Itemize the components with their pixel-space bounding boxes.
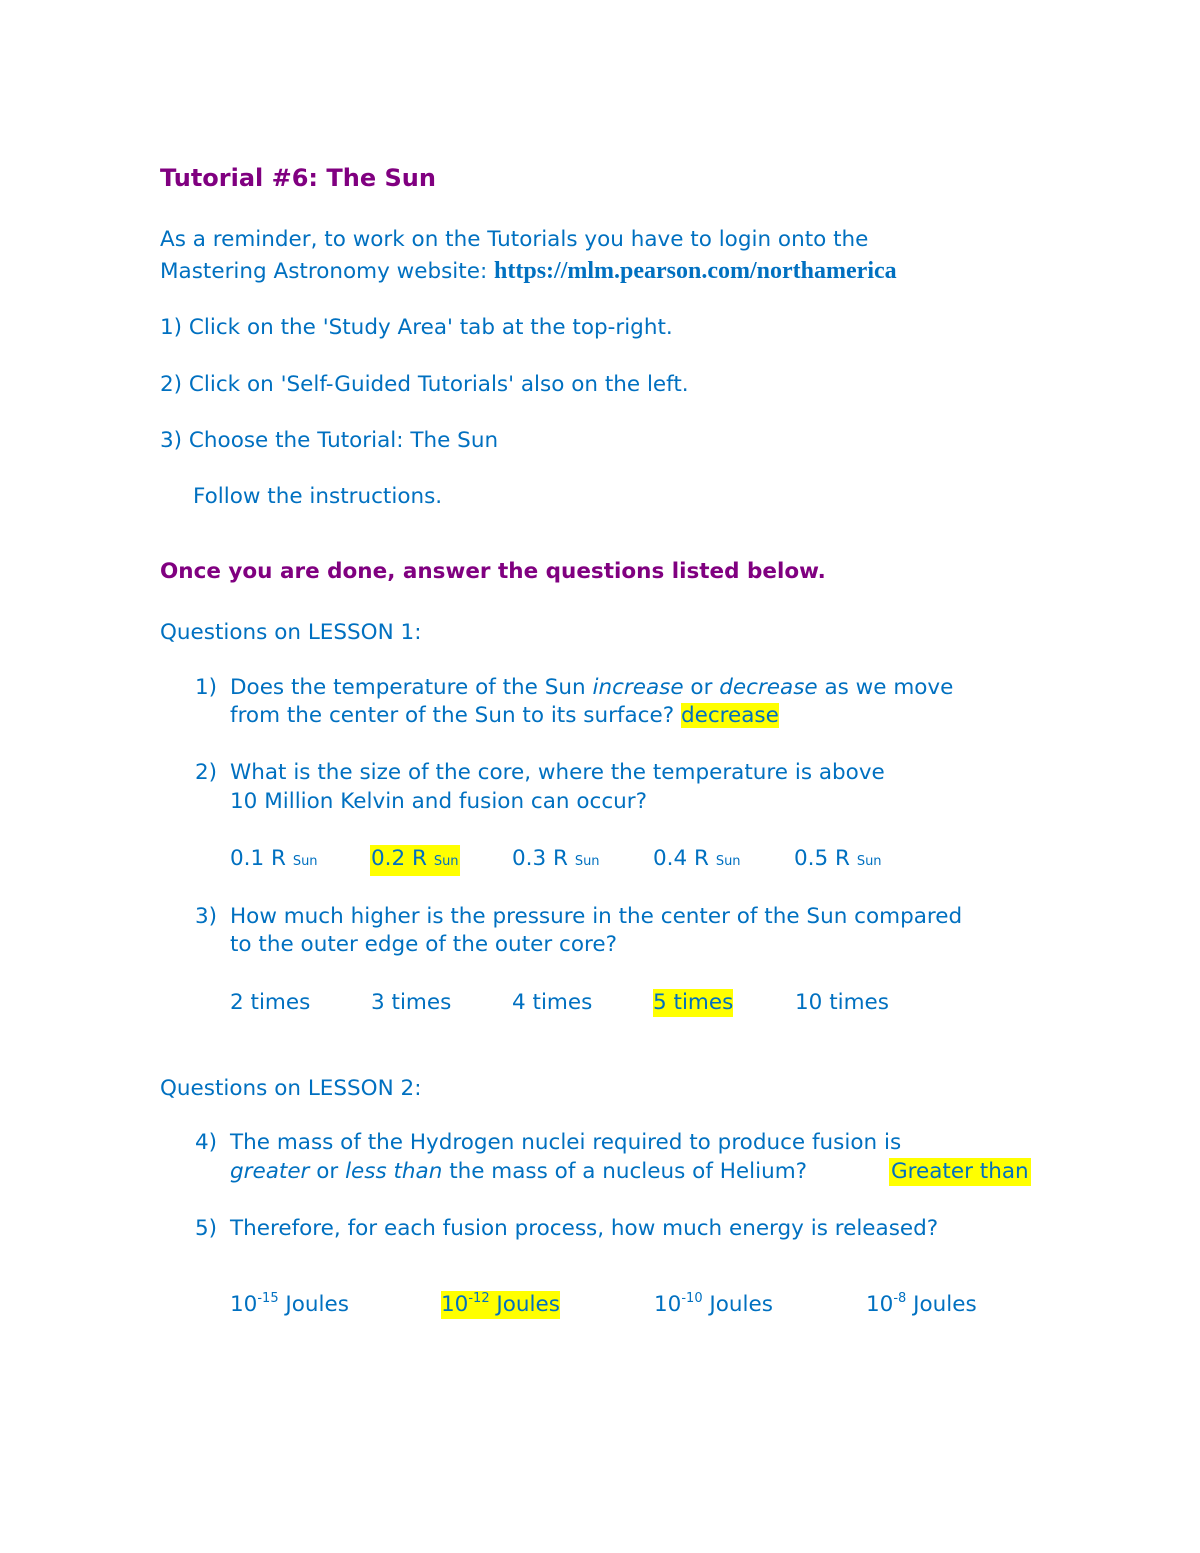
q5-option-base: 10 [441,1292,469,1317]
intro-line-2 [160,257,897,286]
q1-answer: decrease [680,703,779,728]
q3-number: 3) [195,904,218,929]
q2-option [230,845,318,876]
q4-less-than: less than [345,1159,443,1184]
q1-increase: increase [592,675,684,700]
q3-option: 10 times [795,990,889,1015]
q5-option [441,1291,560,1319]
q2-option-value: 0.4 R [653,846,709,871]
intro-text: Mastering Astronomy website: [160,259,495,284]
q4-number: 4) [195,1130,218,1155]
q2-option-subscript: Sun [574,854,600,869]
lesson-1-heading: Questions on LESSON 1: [160,620,422,645]
q2-option-subscript: Sun [433,854,459,869]
step-2: 2) Click on 'Self-Guided Tutorials' also on the left. [160,372,689,397]
q3-option: 3 times [371,990,452,1015]
q3-option: 5 times [653,990,734,1015]
q5-option-unit: Joules [702,1292,773,1317]
q3-line-1: How much higher is the pressure in the center of the Sun compared [230,904,963,929]
q1-text-2: from the center of the Sun to its surface? [230,703,681,728]
q1-line-2 [230,702,779,730]
q2-option-value: 0.5 R [794,846,850,871]
once-done-heading: Once you are done, answer the questions listed below. [160,559,826,584]
q2-option [512,845,600,876]
q5-option-base: 10 [230,1292,258,1317]
q2-line-1: What is the size of the core, where the temperature is above [230,760,885,785]
q5-option-exponent: -12 [468,1291,490,1306]
step-1: 1) Click on the 'Study Area' tab at the top-right. [160,315,673,340]
q2-option-value: 0.3 R [512,846,568,871]
q2-option [653,845,741,876]
q1-line-1 [230,674,953,702]
q5-option-exponent: -10 [681,1291,703,1306]
q2-option-subscript: Sun [292,854,318,869]
q2-number: 2) [195,760,218,785]
q5-option-unit: Joules [906,1292,977,1317]
q2-line-2: 10 Million Kelvin and fusion can occur? [230,789,648,814]
q5-option-exponent: -15 [257,1291,279,1306]
step-3: 3) Choose the Tutorial: The Sun [160,428,499,453]
q5-option [230,1291,349,1319]
page-title: Tutorial #6: The Sun [160,164,436,192]
q4-answer: Greater than [891,1159,1029,1184]
q1-number: 1) [195,675,218,700]
q2-option-value: 0.1 R [230,846,286,871]
q4-text-b: or [309,1159,346,1184]
q4-line-1: The mass of the Hydrogen nuclei required to produce fusion is [230,1130,902,1155]
q5-option-unit: Joules [489,1292,560,1317]
q2-option-value: 0.2 R [371,846,427,871]
q5-option-base: 10 [866,1292,894,1317]
follow-instructions: Follow the instructions. [193,484,443,509]
q2-option-subscript: Sun [856,854,882,869]
q5-number: 5) [195,1216,218,1241]
lesson-2-heading: Questions on LESSON 2: [160,1076,422,1101]
q3-option: 2 times [230,990,311,1015]
q5-option-base: 10 [654,1292,682,1317]
q5-option [866,1291,977,1319]
intro-line-1: As a reminder, to work on the Tutorials you have to login onto the [160,227,869,252]
q5-option [654,1291,773,1319]
q2-option-subscript: Sun [715,854,741,869]
q1-text-b: or [683,675,720,700]
q1-text-c: as we move [817,675,954,700]
q5-line-1: Therefore, for each fusion process, how much energy is released? [230,1216,939,1241]
website-link[interactable]: https://mlm.pearson.com/northamerica [494,258,897,284]
q4-greater: greater [230,1159,310,1184]
q2-option [370,845,460,876]
q5-option-unit: Joules [278,1292,349,1317]
q5-option-exponent: -8 [893,1291,907,1306]
q3-option: 4 times [512,990,593,1015]
q4-line-2 [230,1158,807,1186]
q3-line-2: to the outer edge of the outer core? [230,932,617,957]
q1-text-a: Does the temperature of the Sun [230,675,593,700]
q1-decrease: decrease [719,675,818,700]
q2-option [794,845,882,876]
q4-text-c: the mass of a nucleus of Helium? [442,1159,808,1184]
